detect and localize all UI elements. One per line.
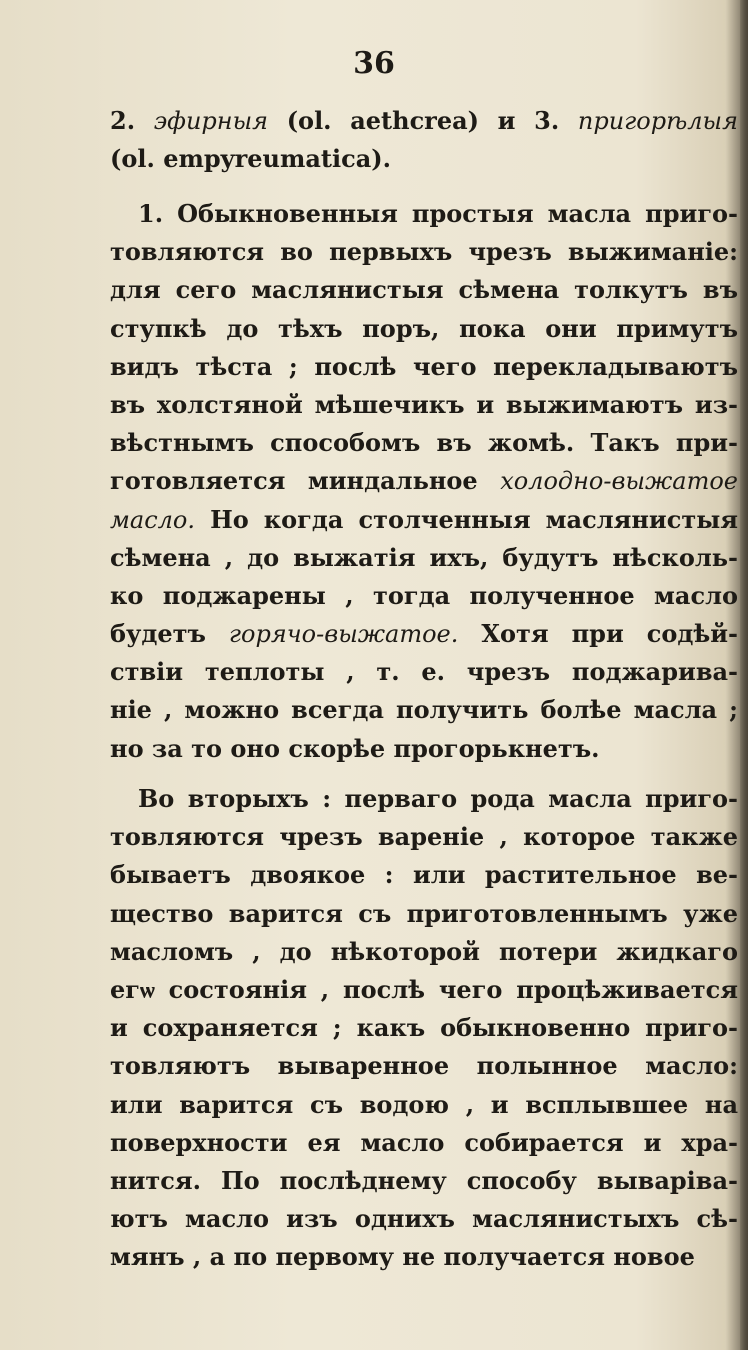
text-line	[110, 1124, 738, 1162]
text-line	[110, 577, 738, 615]
text-segment: ствіи теплоты , т. е. чрезъ поджарива-	[110, 657, 738, 687]
text-line	[110, 691, 738, 729]
text-segment: Но когда столченныя маслянистыя	[195, 504, 738, 534]
intro-lines	[110, 102, 738, 178]
text-segment: нится. По послѣднему способу вываріва-	[110, 1165, 738, 1195]
paragraph-2	[110, 780, 738, 1276]
text-segment: будетъ	[110, 619, 229, 649]
text-line	[110, 424, 738, 462]
text-line	[110, 971, 738, 1009]
text-line	[110, 348, 738, 386]
text-segment: поверхности ея масло собирается и хра-	[110, 1127, 738, 1157]
text-segment: товляются чрезъ вареніе , которое также	[110, 822, 738, 852]
text-segment: ніе , можно всегда получить болѣе масла ;	[110, 695, 738, 725]
text-segment: видъ тѣста ; послѣ чего перекладываютъ	[110, 351, 738, 381]
text-segment: вѣстнымъ способомъ въ жомѣ. Такъ при-	[110, 428, 738, 458]
text-line	[110, 140, 738, 178]
text-line	[110, 233, 738, 271]
text-segment: въ холстяной мѣшечикъ и выжимаютъ из-	[110, 389, 738, 419]
text-line	[110, 539, 738, 577]
text-line	[110, 730, 738, 768]
text-segment: щество варится съ приготовленнымъ уже	[110, 898, 738, 928]
text-line	[110, 310, 738, 348]
text-line	[110, 1200, 738, 1238]
paragraph-1	[110, 195, 738, 768]
text-segment: Во вторыхъ : перваго рода масла приго-	[138, 784, 738, 813]
italic-term: холодно-выжатое	[500, 467, 738, 496]
text-segment: мянъ , а по первому не получается новое	[110, 1242, 695, 1272]
text-line	[110, 1162, 738, 1200]
text-line	[110, 1086, 738, 1124]
page-edge-shadow	[740, 0, 748, 1350]
italic-term: масло.	[110, 505, 196, 534]
text-line	[110, 1009, 738, 1047]
text-line	[110, 780, 738, 818]
text-line	[110, 501, 738, 539]
text-segment: ступкѣ до тѣхъ поръ, пока они примутъ	[110, 313, 738, 343]
text-line	[110, 271, 738, 309]
text-segment: 2.	[110, 106, 154, 135]
italic-term: эфирныя	[153, 107, 269, 135]
text-segment: готовляется миндальное	[110, 466, 501, 496]
text-line	[110, 1047, 738, 1085]
page-number: 36	[353, 46, 395, 81]
text-segment: но за то оно скорѣе прогорькнетъ.	[110, 733, 600, 763]
text-segment: или варится съ водою , и всплывшее на	[110, 1089, 738, 1119]
text-segment: Хотя при содѣй-	[458, 619, 738, 649]
text-segment: для сего маслянистыя сѣмена толкутъ въ	[110, 275, 738, 305]
text-line	[110, 653, 738, 691]
text-segment: ютъ масло изъ однихъ маслянистыхъ сѣ-	[110, 1204, 738, 1234]
text-segment: бываетъ двоякое : или растительное ве-	[110, 860, 738, 890]
text-line	[110, 1238, 738, 1276]
text-line	[110, 615, 738, 653]
italic-term: пригорѣлыя	[577, 107, 738, 135]
text-segment: товляются во первыхъ чрезъ выжиманіе:	[110, 237, 738, 267]
text-segment: и сохраняется ; какъ обыкновенно приго-	[110, 1013, 738, 1043]
italic-term: горячо-выжатое.	[228, 620, 459, 649]
text-segment: егѡ состоянія , послѣ чего процѣживается	[110, 974, 738, 1004]
text-segment: ко поджарены , тогда полученное масло	[110, 580, 738, 610]
text-segment: (ol. empyreumatica).	[110, 144, 391, 174]
text-line	[110, 386, 738, 424]
text-line	[110, 895, 738, 933]
text-segment: товляютъ вываренное полынное масло:	[110, 1051, 738, 1081]
text-line	[110, 933, 738, 971]
text-line	[110, 818, 738, 856]
text-line	[110, 856, 738, 894]
text-line	[110, 195, 738, 233]
text-line	[110, 102, 738, 140]
text-segment: сѣмена , до выжатія ихъ, будутъ нѣсколь-	[110, 542, 738, 572]
text-segment: масломъ , до нѣкоторой потери жидкаго	[110, 936, 738, 966]
text-line	[110, 462, 738, 500]
text-segment: (ol. aethcrea) и 3.	[268, 106, 578, 135]
text-segment: 1. Обыкновенныя простыя масла приго-	[138, 199, 738, 228]
